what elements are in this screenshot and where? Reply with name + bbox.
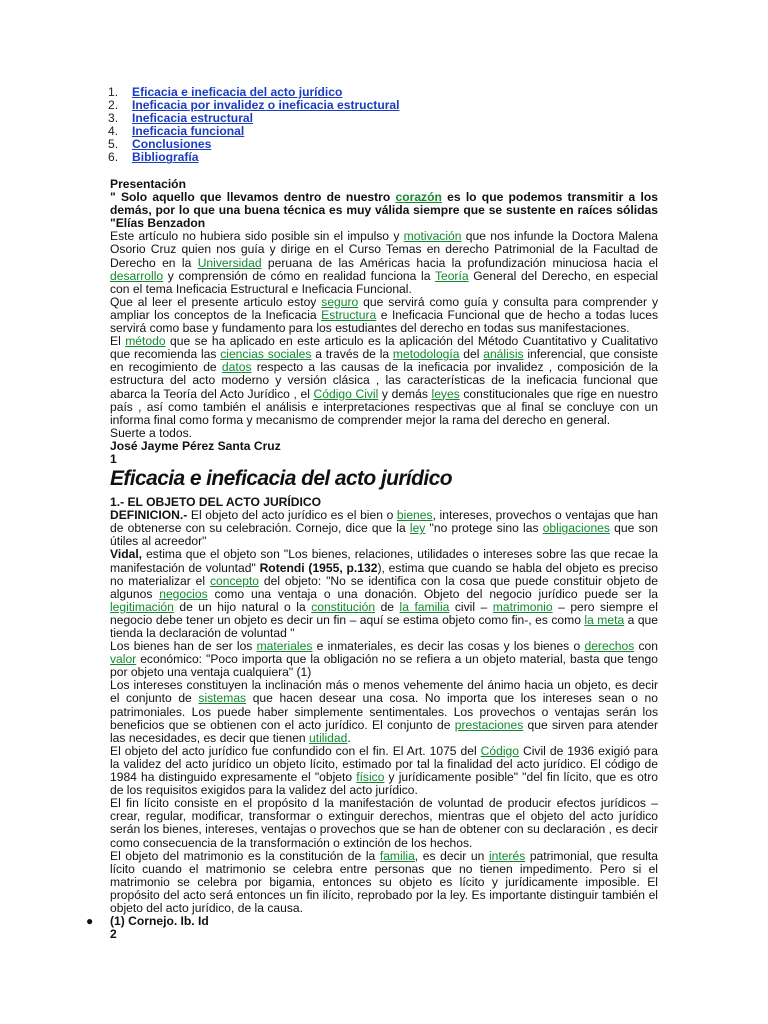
toc-number: 6.: [108, 150, 119, 165]
text: .: [347, 730, 351, 745]
link-valor[interactable]: valor: [110, 652, 137, 667]
link-codigo-civil[interactable]: Código Civil: [313, 386, 379, 401]
link-materiales[interactable]: materiales: [256, 639, 313, 654]
text: de: [375, 599, 400, 614]
text: y demás: [378, 386, 432, 401]
text: que nos infunde la Doctora Malena Osorio Cruz quien nos guía y dirige en el Curso Temas en derecho Patrimonial de la Facultad de Derecho en la: [110, 229, 659, 270]
link-universidad[interactable]: Universidad: [197, 255, 262, 270]
link-estructura[interactable]: Estructura: [321, 307, 377, 322]
text: Los intereses constituyen la inclinación más o menos vehemente del ánimo hacia un objeto, es decir el conjunto de: [110, 678, 658, 706]
text: peruana de las Américas hacia la profundización minuciosa hacia el: [261, 255, 658, 270]
link-derechos[interactable]: derechos: [584, 639, 635, 654]
link-leyes[interactable]: leyes: [431, 386, 460, 401]
text: del objeto: "No se identifica con la cosa que puede constituir objeto de algunos: [110, 573, 658, 601]
link-teoria[interactable]: Teoría: [434, 268, 469, 283]
paragraph-matrimonio: [110, 850, 658, 915]
paragraph-intereses: [110, 679, 658, 744]
opening-quote: [110, 191, 658, 230]
text: a que tienda la declaración de voluntad ": [110, 612, 658, 640]
link-interes[interactable]: interés: [488, 848, 526, 863]
link-ley[interactable]: ley: [409, 521, 426, 536]
text: del: [459, 347, 484, 362]
paragraph-bienes: [110, 640, 658, 679]
presentation-heading: Presentación: [110, 177, 186, 191]
text: e Ineficacia Funcional que de hecho a todas luces servirá como base y fundamento para los estudiantes del derecho en todas sus manifestaciones.: [110, 307, 658, 336]
toc-number: 5.: [108, 137, 119, 152]
text: ), estima que cuando se habla del objeto es preciso no materializar el: [110, 560, 658, 588]
link-constitucion[interactable]: constitución: [311, 599, 376, 614]
link-motivacion[interactable]: motivación: [403, 229, 462, 244]
link-negocios[interactable]: negocios: [159, 586, 208, 601]
author-label: Vidal,: [110, 547, 143, 562]
text: General del Derecho, en especial con el tema Ineficacia Estructural e Ineficacia Funcional.: [110, 268, 659, 296]
link-matrimonio[interactable]: matrimonio: [492, 599, 553, 614]
toc-number: 2.: [108, 98, 119, 113]
text: con: [634, 639, 659, 654]
link-sistemas[interactable]: sistemas: [198, 691, 247, 706]
text: que servirá como guía y consulta para comprender y ampliar los conceptos de la Ineficacia: [110, 294, 658, 322]
link-utilidad[interactable]: utilidad: [309, 730, 348, 745]
link-analisis[interactable]: análisis: [483, 347, 524, 362]
text: Este artículo no hubiera sido posible sin el impulso y: [110, 229, 404, 244]
paragraph-fin-licito: El fin lícito consiste en el propósito d la manifestación de voluntad de producir efectos jurídicos – crear, regular, modificar, transformar o extinguir derechos, mientras que el objeto del acto jurídico serán los bienes, intereses, ventajas o provechos que se han de obtener con su declaración , es decir como consecuencia de la transformación o extinción de los hechos.: [110, 796, 658, 850]
text: e inmateriales, es decir las cosas y los bienes o: [312, 639, 585, 654]
toc-number: 1.: [108, 85, 119, 99]
text: a través de la: [311, 347, 393, 362]
text: patrimonial, que resulta lícito cuando el matrimonio se celebra entre personas que no tienen impedimento. Pero si el matrimonio se celebra por bigamia, entonces su objeto es lícito y jurídicamente imposible. El propósito del acto será entonces un fin ilícito, reprobado por la ley. Es importante distinguir también el objeto del acto jurídico, de la causa.: [110, 848, 658, 915]
link-concepto[interactable]: concepto: [209, 573, 260, 588]
link-fisico[interactable]: físico: [356, 770, 385, 785]
text: inferencial, que consiste en recogimiento de: [110, 347, 658, 375]
toc-link-funcional[interactable]: Ineficacia funcional: [132, 124, 245, 139]
link-metodo[interactable]: método: [125, 334, 166, 349]
text: constitucionales que rige en nuestro país , así como también el análisis e interpretaciones respectivas que al final se concluye con un informa final como forma y mecanismo de comprender mejor la rama del derecho en general.: [110, 386, 659, 427]
link-legitimacion[interactable]: legitimación: [110, 599, 174, 614]
link-prestaciones[interactable]: prestaciones: [454, 717, 524, 732]
citation-label: Rotendi (1955, p.132: [259, 560, 378, 575]
paragraph-purpose: [110, 296, 658, 335]
quote-text: es lo que podemos transmitir a los demás, por lo que una buena técnica es muy válida siempre que se sustente en raíces sólidas "Elías Benzadon: [110, 190, 658, 231]
paragraph-objeto: [110, 745, 658, 797]
link-metodologia[interactable]: metodología: [392, 347, 460, 362]
text: El objeto del acto jurídico fue confundido con el fin. El Art. 1075 del: [110, 743, 481, 758]
text: de un hijo natural o la: [173, 599, 312, 614]
text: que se ha aplicado en este articulo es la aplicación del Método Cuantitativo y Cualitativo que recomienda las: [110, 334, 658, 362]
toc-link-conclusiones[interactable]: Conclusiones: [132, 137, 212, 152]
link-seguro[interactable]: seguro: [321, 294, 359, 309]
link-obligaciones[interactable]: obligaciones: [542, 521, 610, 536]
link-desarrollo[interactable]: desarrollo: [110, 268, 164, 283]
link-datos[interactable]: datos: [221, 360, 252, 375]
link-ciencias-sociales[interactable]: ciencias sociales: [220, 347, 312, 362]
article-body: [86, 177, 659, 942]
text: – pero siempre el negocio debe tener un objeto es decir un fin – aquí se estima objeto como fin-, es como: [110, 599, 658, 627]
link-familia[interactable]: familia: [379, 848, 415, 863]
text: y jurídicamente posible" "del fin lícito, que es otro de los requisitos exigidos para la validez del acto jurídico.: [110, 770, 658, 798]
toc-number: 3.: [108, 111, 119, 126]
toc-link-bibliografia[interactable]: Bibliografía: [132, 150, 199, 165]
text: que sirven para atender las necesidades, es decir que tienen: [110, 717, 658, 745]
link-bienes[interactable]: bienes: [396, 508, 433, 523]
text: El objeto del matrimonio es la constitución de la: [110, 848, 380, 863]
text: Que al leer el presente articulo estoy: [110, 294, 322, 309]
toc-item: [108, 151, 400, 164]
text: , intereses, provechos o ventajas que han de obtenerse con su celebración. Cornejo, dice que la: [110, 508, 658, 536]
closing-line: Suerte a todos.: [110, 425, 193, 440]
text: económico: "Poco importa que la obligación no se refiera a un objeto material, basta que tengo por objeto una ventaja cualquiera" (1): [110, 652, 658, 680]
page-number: 2: [110, 927, 117, 942]
text: El objeto del acto jurídico es el bien o: [187, 508, 397, 523]
footnote: (1) Cornejo. Ib. Id: [110, 914, 209, 929]
link-la-familia[interactable]: la familia: [399, 599, 450, 614]
link-la-meta[interactable]: la meta: [584, 612, 625, 627]
footnote-row: [86, 914, 658, 929]
text: civil –: [449, 599, 493, 614]
text: Los bienes han de ser los: [110, 639, 257, 654]
text: "no protege sino las: [425, 521, 543, 536]
page-number: 1: [110, 451, 117, 466]
text: que son útiles al acreedor": [110, 521, 659, 549]
text: y comprensión de cómo en realidad funciona la: [163, 268, 435, 283]
subsection-heading: 1.- EL OBJETO DEL ACTO JURÍDICO: [110, 495, 322, 510]
text: estima que el objeto son "Los bienes, relaciones, utilidades o intereses sobre las que recae la manifestación de voluntad": [110, 547, 658, 575]
table-of-contents: [108, 86, 400, 165]
toc-number: 4.: [108, 124, 119, 139]
text: , es decir un: [414, 848, 489, 863]
text: que hacen desear una cosa. No importa que los intereses sean o no patrimoniales. Los puede haber simplemente sentimentales. Los provechos o ventajas serán los beneficios que se obtienen con el acto jurídico. El conjunto de: [110, 691, 658, 732]
text: El: [110, 334, 126, 349]
section-title: Eficacia e ineficacia del acto jurídico: [110, 467, 452, 491]
toc-link-invalidez[interactable]: Ineficacia por invalidez o ineficacia estructural: [132, 98, 400, 113]
definition-label: DEFINICION.-: [110, 508, 188, 523]
bullet-icon: ●: [86, 914, 94, 929]
paragraph-definition: [110, 509, 658, 548]
paragraph-method: [110, 335, 658, 427]
paragraph-intro: [110, 230, 658, 295]
link-codigo[interactable]: Código: [480, 743, 519, 758]
link-corazon[interactable]: corazón: [395, 190, 442, 205]
text: respecto a las causas de la ineficacia por invalidez , composición de la estructura del acto moderno y versión clásica , las características de la ineficacia funcional que abarca la Teoría del Acto Jurídico , el: [110, 360, 658, 401]
paragraph-vidal: [110, 548, 658, 640]
toc-link-eficacia[interactable]: Eficacia e ineficacia del acto jurídico: [132, 85, 343, 99]
toc-link-estructural[interactable]: Ineficacia estructural: [132, 111, 253, 126]
text: Civil de 1936 exigió para la validez del acto jurídico un objeto lícito, estimado por tal la finalidad del acto jurídico. El código de 1984 ha distinguido expresamente el "objeto: [110, 743, 658, 785]
author-name: José Jayme Pérez Santa Cruz: [110, 438, 281, 453]
quote-text: " Solo aquello que llevamos dentro de nuestro: [110, 190, 396, 205]
text: como una ventaja o una donación. Objeto del negocio jurídico puede ser la: [207, 586, 658, 601]
